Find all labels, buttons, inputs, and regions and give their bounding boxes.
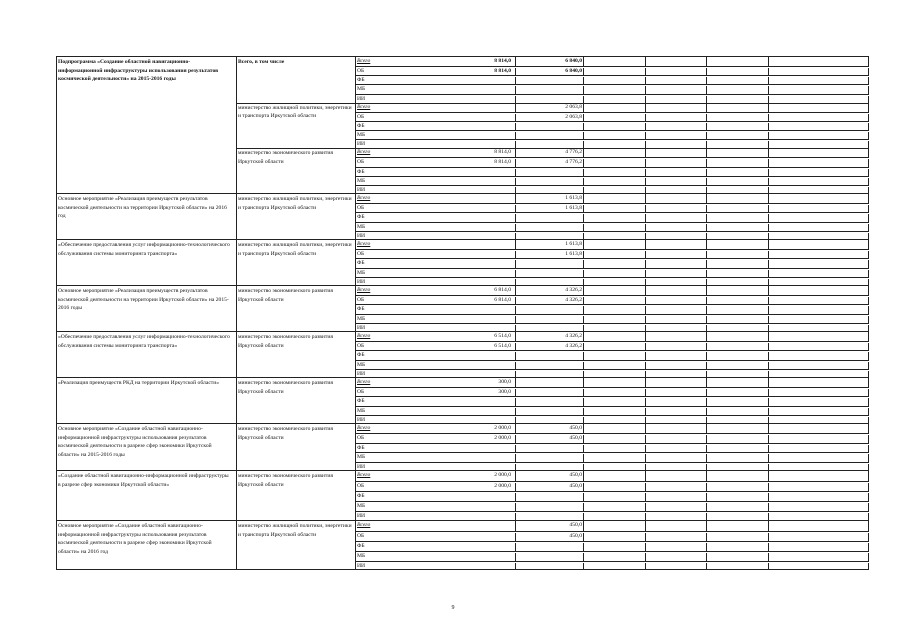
fund-source-label: ФБ [357, 214, 365, 221]
executor-cell: министерство жилищной политики, энергетики и транспорта Иркутской области [238, 242, 352, 257]
value-cell-2: 6 840,0 [565, 68, 582, 75]
fund-source-label: Всего [357, 287, 371, 293]
executor-cell: министерство экономического развития Иркутской области [238, 150, 333, 165]
fund-source-label: ОБ [357, 68, 365, 75]
event-name-cell: «Обеспечение предоставления услуг информационно-технологического обслуживания системы мониторинга транспорта» [58, 334, 230, 349]
table-block [56, 470, 869, 520]
fund-source-label: МБ [357, 132, 366, 139]
fund-source-label: ФБ [357, 543, 365, 549]
value-cell-1: 6 514,0 [494, 333, 511, 339]
fund-row [355, 194, 869, 203]
fund-source-label: ИИ [357, 278, 366, 285]
value-cell-2: 2 063,8 [565, 113, 582, 120]
table-block [56, 423, 869, 470]
event-name-cell: «Реализация преимуществ РКД на территории Иркутской области» [58, 380, 220, 386]
fund-source-label: ИИ [357, 563, 366, 569]
fund-source-label: ОБ [357, 343, 365, 350]
fund-source-label: МБ [357, 269, 366, 276]
fund-source-label: Всего [357, 425, 371, 431]
event-name-cell: Подпрограмма «Создание областной навигационно-информационной инфраструктуры использования результатов космической деятельности» на 2015-2016 годы [58, 59, 219, 83]
fund-source-label: ОБ [357, 483, 365, 489]
column-border [236, 57, 237, 193]
value-cell-1: 6 814,0 [494, 287, 511, 293]
fund-source-label: Всего [357, 149, 371, 156]
value-cell-1: 2 000,0 [494, 483, 511, 489]
value-cell-1: 2 000,0 [494, 435, 511, 442]
value-cell-2: 4 776,2 [565, 159, 582, 166]
fund-source-label: ОБ [357, 435, 365, 442]
fund-source-label: ИИ [357, 324, 366, 331]
fund-source-label: ОБ [357, 389, 365, 396]
value-cell-2: 4 326,2 [565, 297, 582, 304]
value-cell-2: 450,0 [569, 533, 582, 539]
fund-source-label: ИИ [357, 463, 366, 470]
value-cell-1: 2 000,0 [494, 472, 511, 478]
value-cell-2: 4 326,2 [565, 333, 582, 339]
fund-row [355, 57, 869, 66]
table-block [56, 520, 869, 570]
fund-source-label: ФБ [357, 493, 365, 499]
event-name-cell: Основное мероприятие «Реализация преимуществ результатов космической деятельности на территории Иркутской области» на 2016 год [58, 196, 227, 220]
fund-source-label: ИИ [357, 370, 366, 377]
fund-source-label: ИИ [357, 416, 366, 423]
fund-source-label: ОБ [357, 205, 365, 212]
fund-source-label: ИИ [357, 141, 366, 148]
fund-source-label: ОБ [357, 297, 365, 304]
fund-source-label: Всего [357, 522, 371, 528]
event-name-cell: «Создание областной навигационно-информационной инфраструктуры в разрезе сфер экономики Иркутской области» [58, 473, 229, 488]
fund-source-label: ФБ [357, 77, 365, 84]
fund-source-label: МБ [357, 86, 366, 93]
fund-source-label: ОБ [357, 159, 365, 166]
fund-source-label: ИИ [357, 513, 366, 519]
value-cell-1: 8 814,0 [494, 68, 511, 75]
fund-source-label: МБ [357, 503, 366, 509]
fund-source-label: Всего [357, 333, 371, 339]
executor-cell: министерство экономического развития Иркутской области [238, 288, 333, 303]
fund-source-label: МБ [357, 454, 366, 461]
fund-row [355, 424, 869, 433]
fund-row [355, 332, 869, 341]
fund-row [355, 471, 869, 481]
fund-source-label: ИИ [357, 95, 366, 102]
fund-source-label: ОБ [357, 113, 365, 120]
event-name-cell: Основное мероприятие «Реализация преимуществ результатов космической деятельности на территории Иркутской области» на 2015-2016 годы [58, 288, 229, 312]
table-block [56, 56, 869, 193]
event-name-cell: «Обеспечение предоставления услуг информационно-технологического обслуживания системы мониторинга транспорта» [58, 242, 230, 257]
value-cell-2: 450,0 [569, 522, 582, 528]
fund-source-label: МБ [357, 177, 366, 184]
executor-cell: Всего, в том числе [238, 59, 285, 65]
fund-source-label: ФБ [357, 260, 365, 267]
executor-cell: министерство жилищной политики, энергетики и транспорта Иркутской области [238, 104, 352, 120]
fund-source-label: МБ [357, 315, 366, 322]
value-cell-1: 300,0 [498, 389, 511, 396]
fund-row [355, 561, 869, 572]
value-cell-2: 1 613,8 [565, 195, 582, 201]
fund-row [355, 286, 869, 295]
value-cell-1: 8 814,0 [494, 159, 511, 166]
executor-cell: министерство жилищной политики, энергетики и транспорта Иркутской области [238, 196, 352, 211]
fund-row [355, 378, 869, 387]
value-cell-1: 300,0 [498, 379, 511, 385]
fund-source-label: ИИ [357, 186, 366, 193]
fund-source-label: Всего [357, 472, 371, 478]
table-block [56, 331, 869, 377]
value-cell-2: 450,0 [569, 483, 582, 489]
fund-source-label: Всего [357, 379, 371, 385]
table-block [56, 285, 869, 331]
fund-source-label: ФБ [357, 168, 365, 175]
executor-cell: министерство экономического развития Иркутской области [238, 380, 333, 395]
value-cell-2: 1 613,8 [565, 205, 582, 212]
fund-source-label: ОБ [357, 533, 365, 539]
page-number: 9 [451, 605, 455, 611]
fund-source-label: ФБ [357, 444, 365, 451]
value-cell-2: 4 776,2 [565, 149, 582, 156]
value-cell-1: 8 814,0 [494, 58, 511, 64]
event-name-cell: Основное мероприятие «Создание областной навигационно-информационной инфраструктуры использования результатов космической деятельности в разрезе сфер экономики Иркутской области» на 2015-2016 годы [58, 426, 212, 458]
value-cell-2: 450,0 [569, 435, 582, 442]
fund-row [355, 240, 869, 249]
executor-cell: министерство жилищной политики, энергетики и транспорта Иркутской области [238, 523, 352, 538]
value-cell-2: 450,0 [569, 472, 582, 478]
fund-source-label: Всего [357, 195, 371, 201]
executor-cell: министерство экономического развития Иркутской области [238, 473, 333, 488]
value-cell-2: 1 613,8 [565, 251, 582, 258]
value-cell-2: 4 326,2 [565, 287, 582, 293]
fund-row [355, 521, 869, 531]
value-cell-1: 6 814,0 [494, 297, 511, 304]
fund-source-label: ФБ [357, 398, 365, 405]
fund-source-label: ФБ [357, 306, 365, 313]
fund-source-label: МБ [357, 407, 366, 414]
value-cell-1: 6 514,0 [494, 343, 511, 350]
value-cell-2: 6 840,0 [565, 58, 582, 64]
fund-row [355, 148, 869, 157]
fund-source-label: Всего [357, 58, 371, 64]
fund-source-label: МБ [357, 223, 366, 230]
fund-source-label: Всего [357, 103, 371, 110]
fund-row [355, 103, 869, 112]
fund-source-label: МБ [357, 361, 366, 368]
executor-cell: министерство экономического развития Иркутской области [238, 426, 333, 441]
fund-source-label: ФБ [357, 352, 365, 359]
table-block [56, 377, 869, 423]
fund-source-label: ОБ [357, 251, 365, 258]
value-cell-2: 450,0 [569, 425, 582, 431]
table-block [56, 193, 869, 239]
fund-source-label: ФБ [357, 122, 365, 129]
value-cell-1: 8 814,0 [494, 149, 511, 156]
value-cell-2: 1 613,8 [565, 241, 582, 247]
value-cell-2: 4 326,2 [565, 343, 582, 350]
value-cell-2: 2 063,8 [565, 103, 582, 110]
fund-source-label: Всего [357, 241, 371, 247]
event-name-cell: Основное мероприятие «Создание областной навигационно-информационной инфраструктуры использования результатов космической деятельности в разрезе сфер экономики Иркутской области» на 2016 год [58, 523, 212, 555]
value-cell-1: 2 000,0 [494, 425, 511, 431]
table-block [56, 239, 869, 285]
fund-source-label: МБ [357, 553, 366, 559]
fund-source-label: ИИ [357, 232, 366, 239]
executor-cell: министерство экономического развития Иркутской области [238, 334, 333, 349]
